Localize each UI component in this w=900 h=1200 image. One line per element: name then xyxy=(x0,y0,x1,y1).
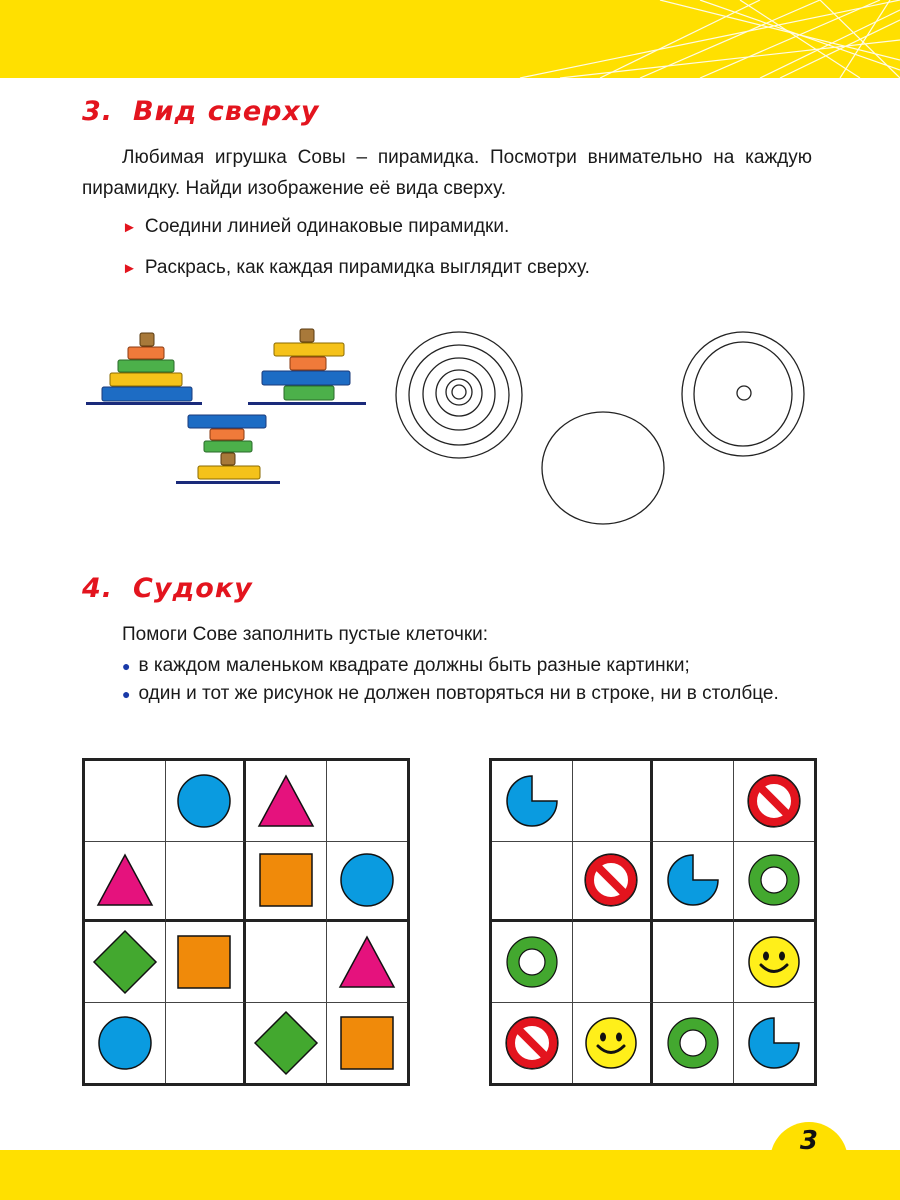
circle-icon xyxy=(176,773,232,829)
sudoku-cell-r2-c4 xyxy=(327,842,408,923)
section-3-bullet-1-text: Соедини линией одинаковые пирамидки. xyxy=(144,216,510,237)
sudoku-grid-symbols xyxy=(489,758,817,1086)
sudoku-cell-r3-c4 xyxy=(734,922,815,1003)
circle-icon xyxy=(339,852,395,908)
triangle-icon xyxy=(338,935,396,989)
red-arrow-icon: ► xyxy=(122,260,137,277)
sudoku-cell-r2-c1 xyxy=(85,842,166,923)
no-sign-icon xyxy=(504,1015,560,1071)
section-3-title-text: Вид сверху xyxy=(133,96,320,127)
sudoku-cell-r1-c3 xyxy=(246,761,327,842)
pyramid-base-line xyxy=(248,402,366,405)
sudoku-cell-r1-c4[interactable] xyxy=(327,761,408,842)
ring-icon xyxy=(505,935,559,989)
sudoku-cell-r3-c2 xyxy=(166,922,247,1003)
section-3-bullet-2-text: Раскрась, как каждая пирамидка выглядит сверху. xyxy=(144,257,590,278)
sudoku-cell-r3-c1 xyxy=(492,922,573,1003)
ring-icon xyxy=(666,1016,720,1070)
sudoku-grid-shapes xyxy=(82,758,410,1086)
ring-icon xyxy=(747,853,801,907)
section-4-bullet-1-text: в каждом маленьком квадрате должны быть разные картинки; xyxy=(138,655,690,676)
square-icon xyxy=(176,934,232,990)
sudoku-cell-r1-c2 xyxy=(166,761,247,842)
square-icon xyxy=(339,1015,395,1071)
pacman-icon xyxy=(747,1016,801,1070)
bottom-decorative-band xyxy=(0,1150,900,1200)
triangle-icon xyxy=(96,853,154,907)
sudoku-cell-r4-c1 xyxy=(85,1003,166,1084)
circle-icon xyxy=(97,1015,153,1071)
top-view-concentric-rings[interactable] xyxy=(394,330,526,462)
sudoku-cell-r4-c4 xyxy=(734,1003,815,1084)
sudoku-cell-r4-c2 xyxy=(573,1003,654,1084)
sudoku-cell-r1-c1 xyxy=(492,761,573,842)
top-decorative-band xyxy=(0,0,900,78)
red-arrow-icon: ► xyxy=(122,219,137,236)
sudoku-cell-r2-c4 xyxy=(734,842,815,923)
triangle-icon xyxy=(257,774,315,828)
sudoku-cell-r2-c3 xyxy=(653,842,734,923)
section-4-bullet-2 xyxy=(82,678,812,710)
page-number: 3 xyxy=(799,1126,818,1156)
pacman-icon xyxy=(666,853,720,907)
section-4-title-text: Судоку xyxy=(133,573,253,604)
sudoku-cell-r3-c3[interactable] xyxy=(653,922,734,1003)
top-view-double-ring[interactable] xyxy=(680,330,806,458)
no-sign-icon xyxy=(583,852,639,908)
section-4-intro: Помоги Сове заполнить пустые клеточки: xyxy=(122,624,489,645)
sudoku-cell-r4-c1 xyxy=(492,1003,573,1084)
smiley-icon xyxy=(583,1015,639,1071)
section-4-number: 4. xyxy=(82,573,114,604)
sudoku-cell-r4-c3 xyxy=(246,1003,327,1084)
sudoku-cell-r4-c3 xyxy=(653,1003,734,1084)
sudoku-cell-r2-c2[interactable] xyxy=(166,842,247,923)
pyramid-toy-3 xyxy=(176,413,280,487)
sudoku-cell-r4-c2[interactable] xyxy=(166,1003,247,1084)
section-3-title xyxy=(82,96,320,127)
sudoku-cell-r1-c2[interactable] xyxy=(573,761,654,842)
section-3-number: 3. xyxy=(82,96,114,127)
section-4-title xyxy=(82,573,253,604)
pyramid-toy-1 xyxy=(86,326,202,408)
diamond-icon xyxy=(92,929,158,995)
section-3-instructions: Любимая игрушка Совы – пирамидка. Посмотри внимательно на каждую пирамидку. Найди изображение её вида сверху. xyxy=(82,147,812,199)
diamond-icon xyxy=(253,1010,319,1076)
sudoku-cell-r4-c4 xyxy=(327,1003,408,1084)
blue-dot-icon: ● xyxy=(122,658,131,674)
sudoku-cell-r1-c4 xyxy=(734,761,815,842)
square-icon xyxy=(258,852,314,908)
pyramid-base-line xyxy=(86,402,202,405)
sudoku-cell-r3-c4 xyxy=(327,922,408,1003)
no-sign-icon xyxy=(746,773,802,829)
sudoku-cell-r3-c1 xyxy=(85,922,166,1003)
sudoku-cell-r1-c3[interactable] xyxy=(653,761,734,842)
sudoku-cell-r2-c1[interactable] xyxy=(492,842,573,923)
section-4-bullet-2-text: один и тот же рисунок не должен повторяться ни в строке, ни в столбце. xyxy=(138,683,779,704)
section-3-bullet-2 xyxy=(122,254,590,283)
top-view-plain-circle[interactable] xyxy=(540,410,666,526)
sudoku-cell-r2-c2 xyxy=(573,842,654,923)
sudoku-cell-r2-c3 xyxy=(246,842,327,923)
pyramid-toy-2 xyxy=(248,324,366,408)
sudoku-cell-r1-c1[interactable] xyxy=(85,761,166,842)
pyramid-base-line xyxy=(176,481,280,484)
pacman-icon xyxy=(505,774,559,828)
sudoku-cell-r3-c3[interactable] xyxy=(246,922,327,1003)
smiley-icon xyxy=(746,934,802,990)
sudoku-cell-r3-c2[interactable] xyxy=(573,922,654,1003)
section-3-bullet-1 xyxy=(122,213,509,242)
blue-dot-icon: ● xyxy=(122,686,131,702)
